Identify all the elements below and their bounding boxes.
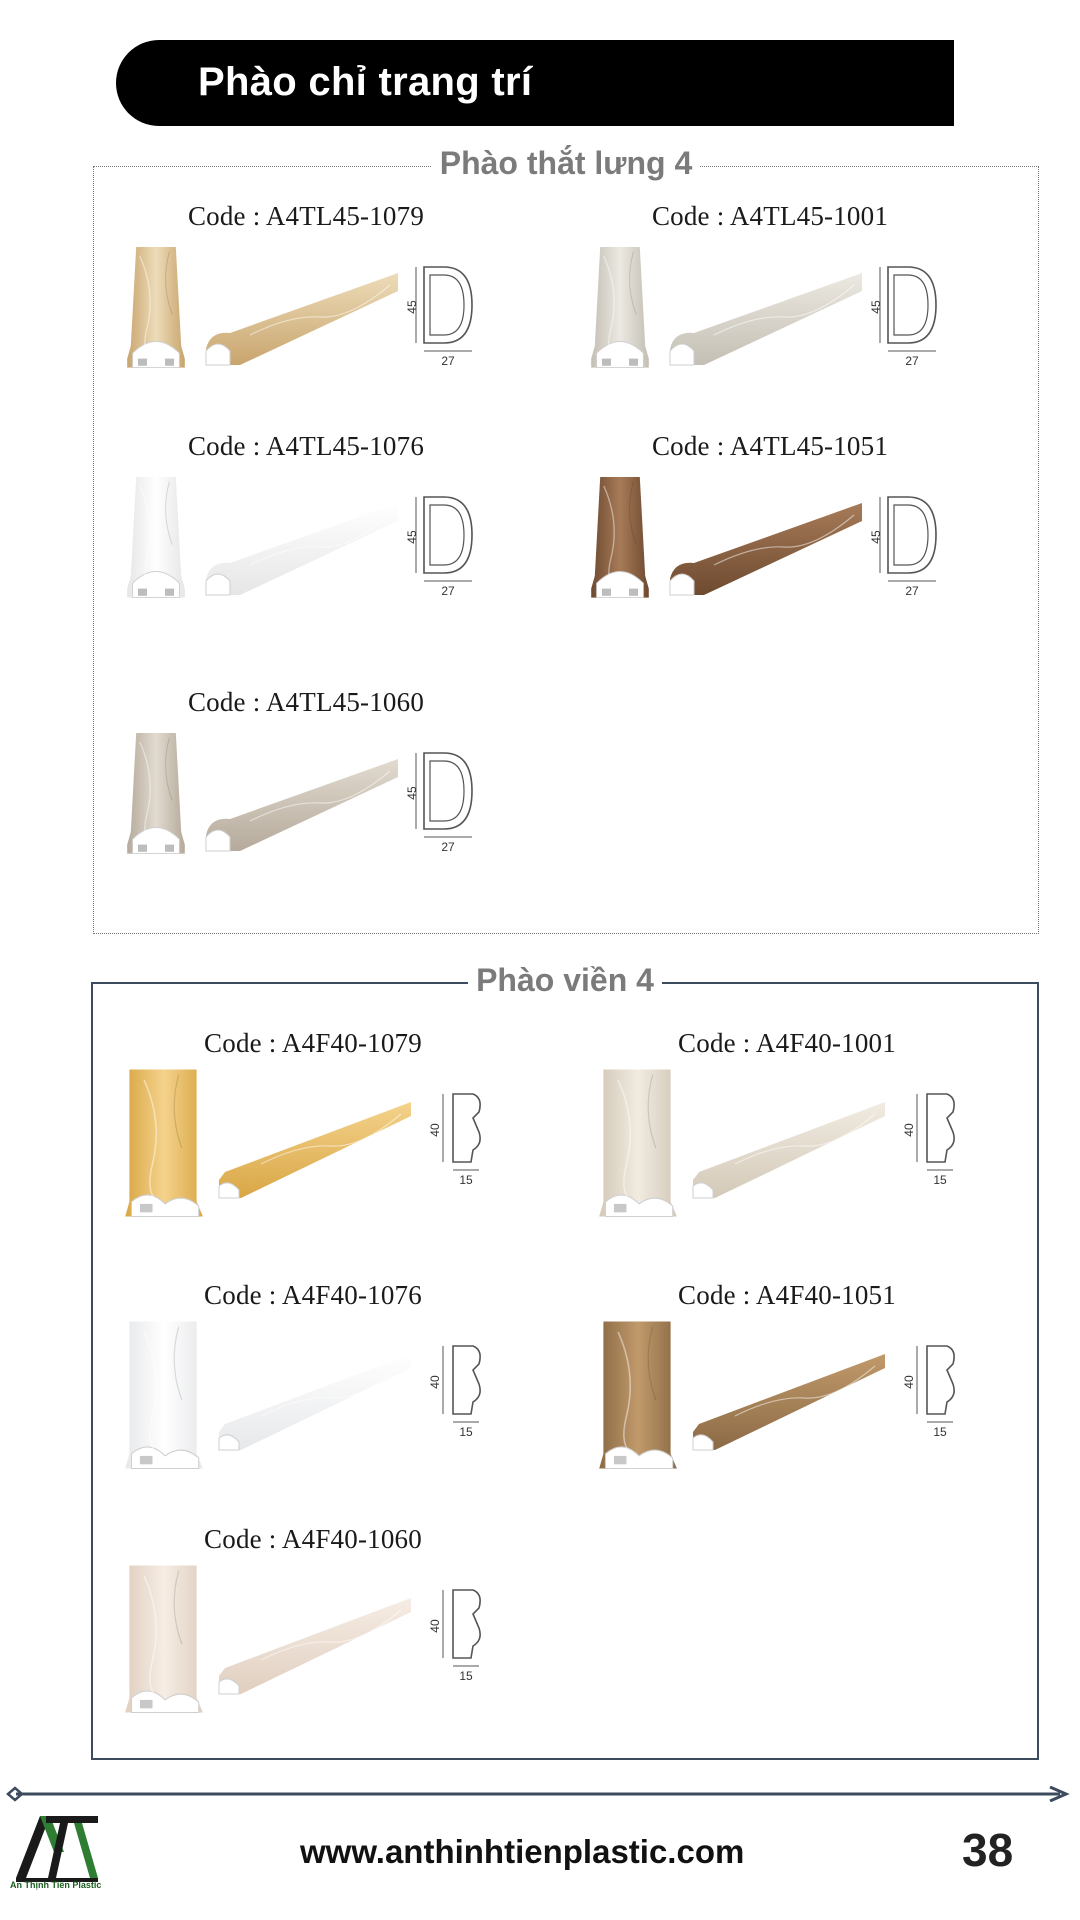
profile-dimension-drawing [897, 1336, 987, 1456]
page-title: Phào chỉ trang trí [198, 60, 533, 104]
profile-dimension-drawing [423, 1336, 513, 1456]
product-card [570, 431, 970, 661]
profile-dimension-drawing [402, 741, 492, 861]
dimension-height-label: 40 [428, 1375, 442, 1389]
profile-length-image [685, 1346, 885, 1456]
product-code: Code : A4F40-1060 [204, 1524, 422, 1554]
profile-dimension-drawing [423, 1580, 513, 1700]
profile-length-image [211, 1590, 411, 1700]
profile-front-image [584, 243, 656, 377]
profile-length-image [200, 495, 400, 605]
profile-length-image [211, 1094, 411, 1204]
profile-front-image [121, 1320, 205, 1470]
product-code: Code : A4TL45-1060 [187, 687, 425, 717]
dimension-width-label: 27 [441, 584, 455, 598]
profile-dimension-drawing [423, 1084, 513, 1204]
dimension-width-label: 15 [459, 1425, 473, 1439]
profile-front-image [121, 1564, 205, 1714]
profile-length-image [664, 495, 864, 605]
profile-dimension-drawing [402, 485, 492, 605]
dimension-height-label: 45 [869, 300, 883, 314]
product-card [587, 1280, 987, 1510]
dimension-width-label: 27 [905, 584, 919, 598]
dimension-height-label: 45 [405, 786, 419, 800]
product-card [113, 1280, 513, 1510]
product-card [570, 201, 970, 431]
profile-length-image [200, 265, 400, 375]
product-code: Code : A4F40-1051 [678, 1280, 896, 1310]
section-phao-that-lung [93, 145, 1039, 934]
profile-front-image [120, 729, 192, 863]
profile-front-image [121, 1068, 205, 1218]
profile-dimension-drawing [897, 1084, 987, 1204]
dimension-width-label: 27 [441, 354, 455, 368]
profile-front-image [120, 243, 192, 377]
product-card [106, 201, 506, 431]
website-url[interactable]: www.anthinhtienplastic.com [300, 1833, 745, 1870]
dimension-width-label: 27 [441, 840, 455, 854]
profile-length-image [211, 1346, 411, 1456]
product-code: Code : A4F40-1001 [678, 1028, 896, 1058]
profile-length-image [664, 265, 864, 375]
product-code: Code : A4F40-1079 [204, 1028, 422, 1058]
section-phao-vien [91, 962, 1039, 1760]
dimension-height-label: 40 [428, 1619, 442, 1633]
product-code: Code : A4TL45-1001 [651, 201, 889, 231]
section-title: Phào viền 4 [468, 962, 662, 998]
dimension-height-label: 45 [405, 530, 419, 544]
product-code: Code : A4TL45-1079 [187, 201, 425, 231]
header-bar [116, 40, 954, 126]
profile-front-image [584, 473, 656, 607]
product-card [113, 1524, 513, 1754]
profile-front-image [120, 473, 192, 607]
dimension-height-label: 45 [869, 530, 883, 544]
logo-caption: An Thịnh Tiến Plastic [10, 1880, 102, 1890]
product-card [113, 1028, 513, 1258]
dimension-height-label: 40 [428, 1123, 442, 1137]
profile-dimension-drawing [402, 255, 492, 375]
dimension-width-label: 15 [459, 1669, 473, 1683]
dimension-height-label: 40 [902, 1123, 916, 1137]
dimension-width-label: 27 [905, 354, 919, 368]
product-card [587, 1028, 987, 1258]
profile-dimension-drawing [866, 485, 956, 605]
profile-length-image [685, 1094, 885, 1204]
product-card [106, 687, 506, 917]
dimension-height-label: 40 [902, 1375, 916, 1389]
dimension-width-label: 15 [933, 1173, 947, 1187]
section-title: Phào thắt lưng 4 [432, 145, 701, 181]
dimension-height-label: 45 [405, 300, 419, 314]
page-number: 38 [962, 1824, 1014, 1876]
product-code: Code : A4TL45-1051 [651, 431, 889, 461]
product-card [106, 431, 506, 661]
dimension-width-label: 15 [459, 1173, 473, 1187]
profile-length-image [200, 751, 400, 861]
footer-arrow-line [6, 1786, 1070, 1802]
profile-front-image [595, 1068, 679, 1218]
profile-dimension-drawing [866, 255, 956, 375]
product-code: Code : A4F40-1076 [204, 1280, 422, 1310]
dimension-width-label: 15 [933, 1425, 947, 1439]
product-code: Code : A4TL45-1076 [187, 431, 425, 461]
profile-front-image [595, 1320, 679, 1470]
